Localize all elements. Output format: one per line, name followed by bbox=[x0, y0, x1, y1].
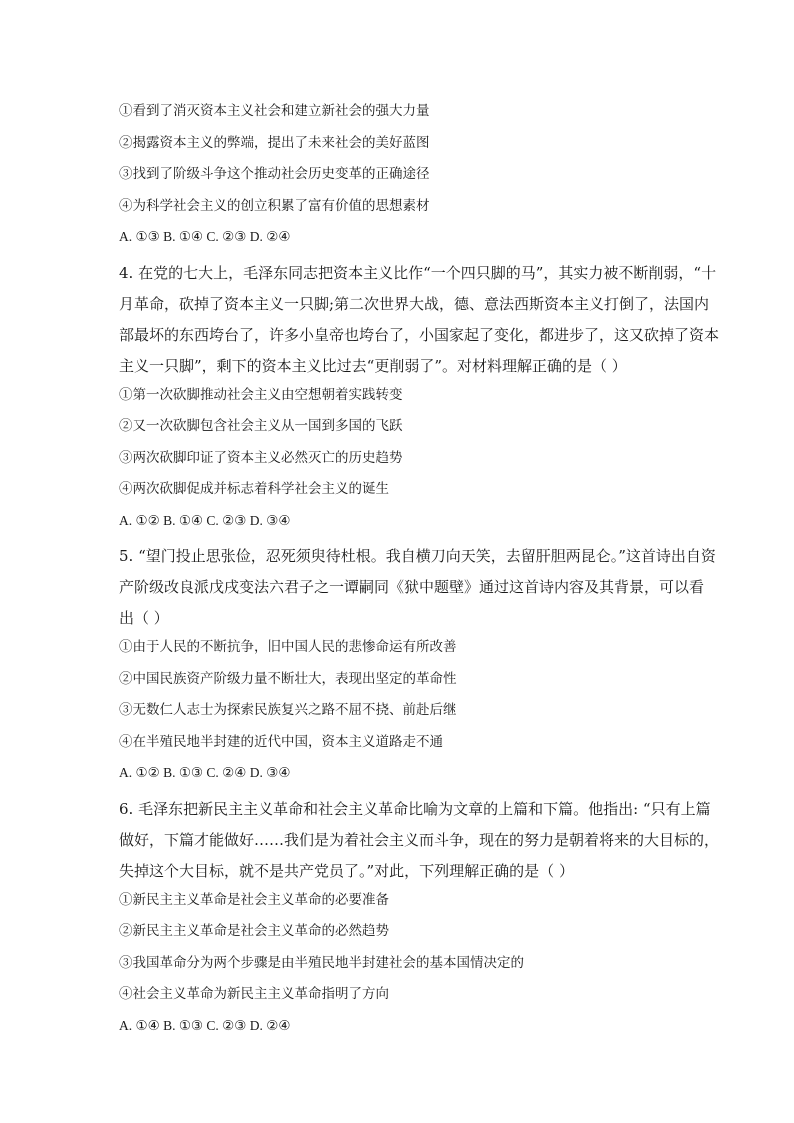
q5-stem-line-1: 5. “望门投止思张俭，忍死须臾待杜根。我自横刀向天笑，去留肝胆两昆仑。”这首诗出自资 bbox=[119, 547, 716, 565]
q4-stem bbox=[119, 258, 720, 382]
q5-option-4: ④在半殖民地半封建的近代中国，资本主义道路走不通 bbox=[119, 733, 443, 750]
question-3 bbox=[119, 100, 679, 248]
q4-option-4: ④两次砍脚促成并标志着科学社会主义的诞生 bbox=[119, 481, 389, 497]
q4-stem-line-1: 4. 在党的七大上，毛泽东同志把资本主义比作“一个四只脚的马”，其实力被不断削弱，“十 bbox=[119, 263, 717, 282]
q6-option-4: ④社会主义革命为新民主主义革命指明了方向 bbox=[119, 986, 389, 1002]
exam-page bbox=[119, 100, 720, 1046]
q6-option-1: ①新民主主义革命是社会主义革命的必要准备 bbox=[119, 891, 389, 908]
q6-answer-choices: A. ①④ B. ①③ C. ②③ D. ②④ bbox=[119, 1017, 291, 1033]
q4-option-2: ②又一次砍脚包含社会主义从一国到多国的飞跃 bbox=[119, 418, 403, 434]
q3-option-4: ④为科学社会主义的创立积累了富有价值的思想素材 bbox=[119, 197, 430, 214]
q4-option-3: ③两次砍脚印证了资本主义必然灭亡的历史趋势 bbox=[119, 449, 403, 466]
q4-answer-choices: A. ①② B. ①④ C. ②③ D. ③④ bbox=[119, 512, 291, 528]
q5-stem-line-2: 产阶级改良派戊戌变法六君子之一谭嗣同《狱中题壁》通过这首诗内容及其背景，可以看 bbox=[119, 578, 705, 596]
q5-stem-line-3: 出（ ） bbox=[119, 609, 169, 627]
q6-option-2: ②新民主主义革命是社会主义革命的必然趋势 bbox=[119, 923, 389, 939]
q6-stem-line-1: 6. 毛泽东把新民主主义革命和社会主义革命比喻为文章的上篇和下篇。他指出: “只有上篇 bbox=[119, 799, 711, 818]
q3-option-1: ①看到了消灭资本主义社会和建立新社会的强大力量 bbox=[119, 103, 430, 119]
q5-option-3: ③无数仁人志士为探索民族复兴之路不屈不挠、前赴后继 bbox=[119, 702, 457, 718]
q4-stem-line-2: 月革命，砍掉了资本主义一只脚;第二次世界大战，德、意法西斯资本主义打倒了，法国内 bbox=[119, 294, 710, 313]
q6-stem bbox=[119, 794, 720, 887]
q5-option-1: ①由于人民的不断抗争，旧中国人民的悲惨命运有所改善 bbox=[119, 639, 457, 655]
q4-option-1: ①第一次砍脚推动社会主义由空想朝着实践转变 bbox=[119, 386, 403, 403]
q6-stem-line-3: 失掉这个大目标，就不是共产党员了。”对此，下列理解正确的是（ ） bbox=[119, 861, 574, 880]
q4-stem-line-4: 主义一只脚”，剩下的资本主义比过去“更削弱了”。对材料理解正确的是（ ） bbox=[119, 356, 627, 375]
question-6 bbox=[119, 794, 720, 1037]
question-5 bbox=[119, 541, 716, 784]
q6-stem-line-2: 做好，下篇才能做好……我们是为着社会主义而斗争，现在的努力是朝着将来的大目标的， bbox=[119, 830, 720, 849]
q5-answer-choices: A. ①② B. ①③ C. ②④ D. ③④ bbox=[119, 765, 291, 780]
q5-stem bbox=[119, 541, 716, 634]
q3-option-3: ③找到了阶级斗争这个推动社会历史变革的正确途径 bbox=[119, 166, 430, 182]
question-4 bbox=[119, 258, 720, 532]
q4-stem-line-3: 部最坏的东西垮台了，许多小皇帝也垮台了，小国家起了变化，都进步了，这又砍掉了资本 bbox=[119, 325, 720, 344]
q3-answer-choices: A. ①③ B. ①④ C. ②③ D. ②④ bbox=[119, 229, 291, 244]
q3-option-2: ②揭露资本主义的弊端，提出了未来社会的美好蓝图 bbox=[119, 134, 430, 151]
q6-option-3: ③我国革命分为两个步骤是由半殖民地半封建社会的基本国情决定的 bbox=[119, 954, 524, 971]
q5-option-2: ②中国民族资产阶级力量不断壮大，表现出坚定的革命性 bbox=[119, 670, 457, 687]
